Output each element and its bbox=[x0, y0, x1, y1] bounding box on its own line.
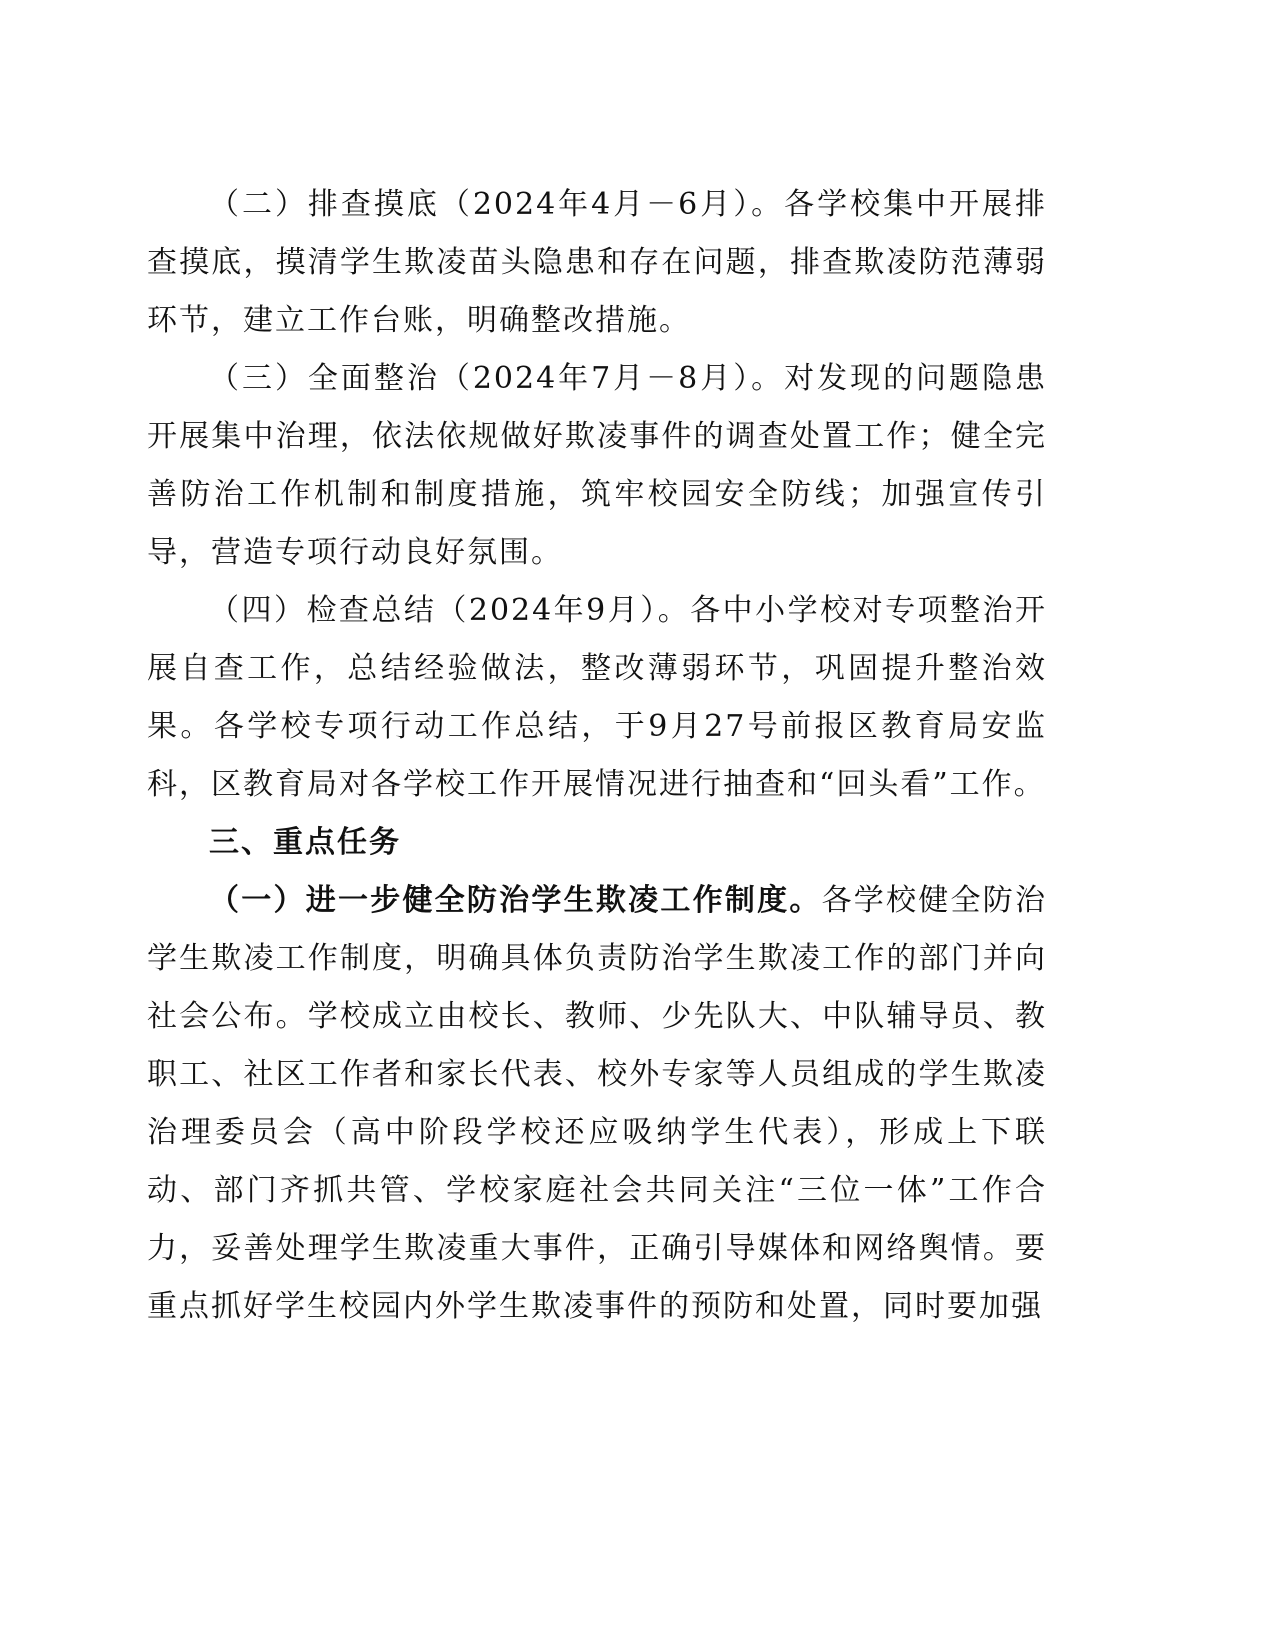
section-heading-key-tasks: 三、重点任务 bbox=[209, 825, 401, 860]
document-body bbox=[147, 176, 1047, 1336]
paragraph-rectification: （三）全面整治（2024年7月－8月）。对发现的问题隐患开展集中治理，依法依规做好欺凌事件的调查处置工作；健全完善防治工作机制和制度措施，筑牢校园安全防线；加强宣传引导，营造专项行动良好氛围。 bbox=[147, 361, 1047, 570]
paragraph-investigation: （二）排查摸底（2024年4月－6月）。各学校集中开展排查摸底，摸清学生欺凌苗头隐患和存在问题，排查欺凌防范薄弱环节，建立工作台账，明确整改措施。 bbox=[147, 187, 1047, 338]
task-1-lead: （一）进一步健全防治学生欺凌工作制度。 bbox=[209, 883, 822, 918]
task-1-body: 各学校健全防治学生欺凌工作制度，明确具体负责防治学生欺凌工作的部门并向社会公布。学校成立由校长、教师、少先队大、中队辅导员、教职工、社区工作者和家长代表、校外专家等人员组成的学生欺凌治理委员会（高中阶段学校还应吸纳学生代表），形成上下联动、部门齐抓共管、学校家庭社会共同关注“三位一体”工作合力，妥善处理学生欺凌重大事件，正确引导媒体和网络舆情。要重点抓好学生校园内外学生欺凌事件的预防和处置，同时要加强 bbox=[147, 883, 1048, 1324]
paragraph-inspection-summary: （四）检查总结（2024年9月）。各中小学校对专项整治开展自查工作，总结经验做法，整改薄弱环节，巩固提升整治效果。各学校专项行动工作总结，于9月27号前报区教育局安监科，区教育局对各学校工作开展情况进行抽查和“回头看”工作。 bbox=[147, 593, 1047, 802]
paragraph-task-1 bbox=[147, 872, 1047, 1336]
